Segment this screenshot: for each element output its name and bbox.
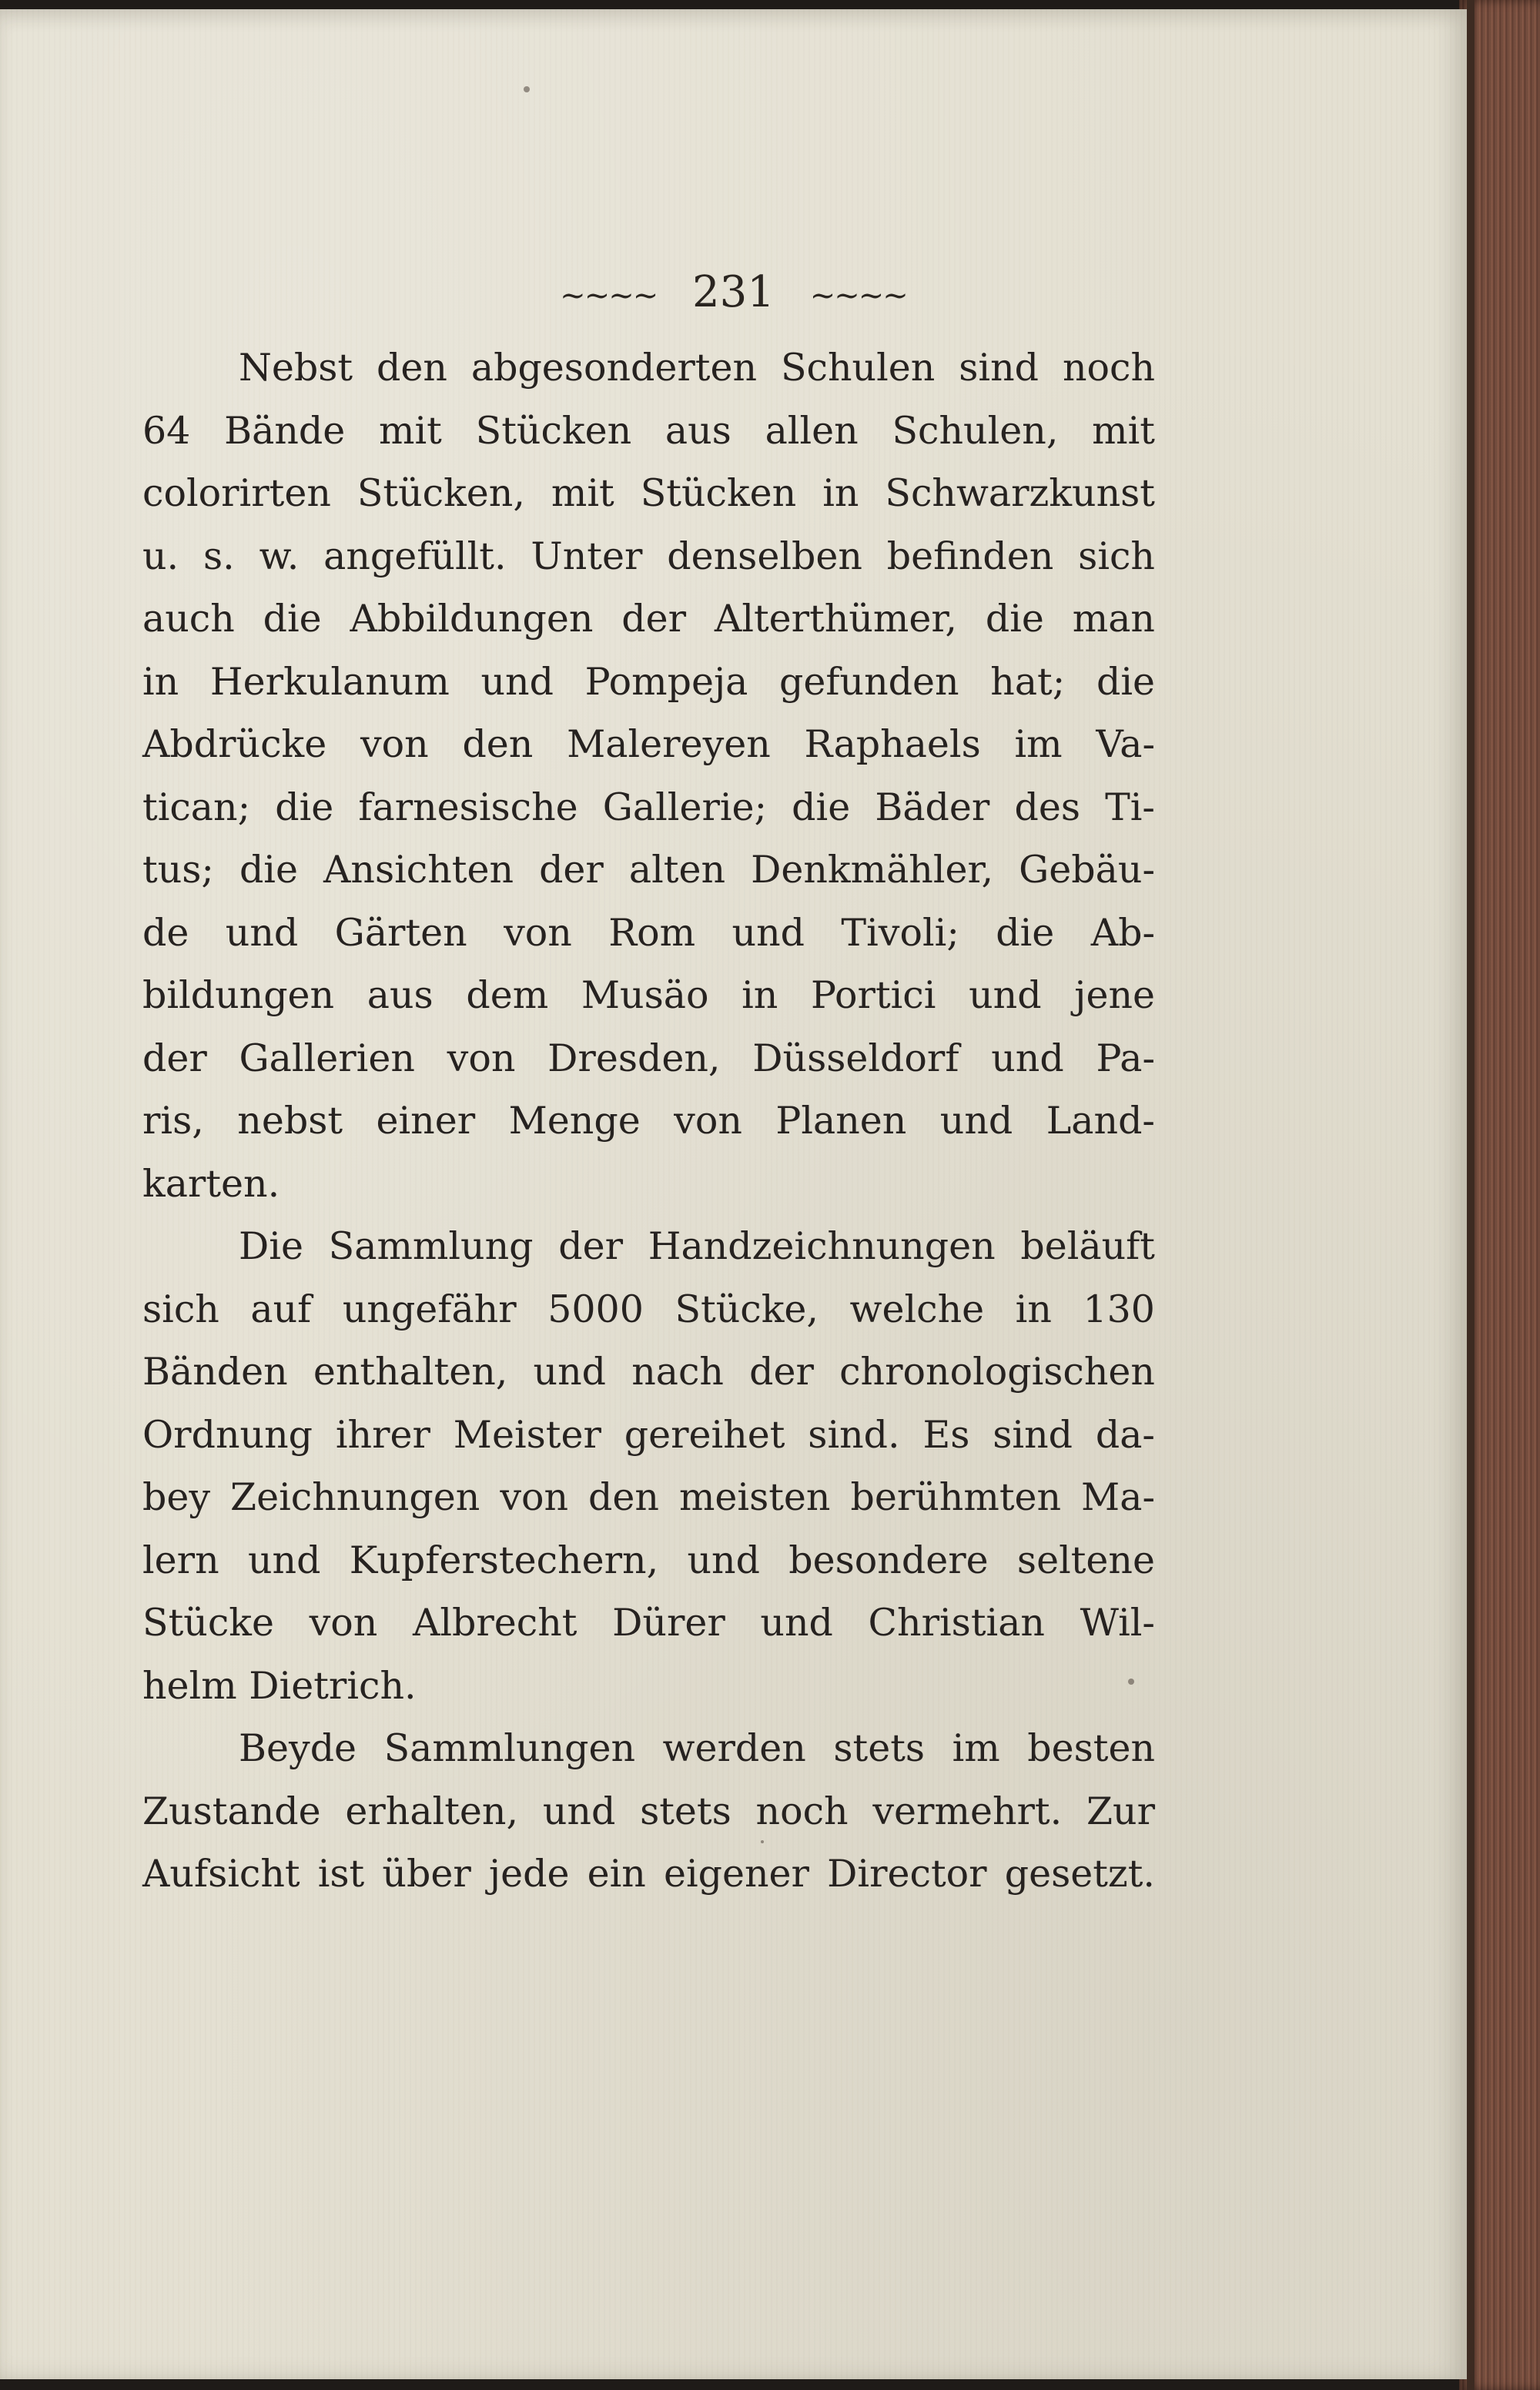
page-sheet [0, 9, 1467, 2379]
text-line: helm Dietrich. [142, 1663, 417, 1708]
text-line: karten. [142, 1161, 280, 1206]
paper-speck [524, 86, 530, 92]
text-line: Die Sammlung der Handzeichnungen beläuft [239, 1224, 1155, 1268]
text-line: bey Zeichnungen von den meisten berühmten Ma- [142, 1475, 1155, 1519]
text-line: Abdrücke von den Malereyen Raphaels im Va- [142, 722, 1155, 766]
body-text [142, 336, 1155, 1906]
text-line: der Gallerien von Dresden, Düsseldorf und Pa- [142, 1036, 1155, 1080]
paragraph-3 [142, 1717, 1155, 1906]
text-line: 64 Bände mit Stücken aus allen Schulen, mit [142, 408, 1155, 453]
text-line: bildungen aus dem Musäo in Portici und jene [142, 973, 1155, 1017]
text-line: Aufsicht ist über jede ein eigener Director gesetzt. [142, 1852, 1155, 1896]
page-number: 231 [692, 267, 775, 317]
text-line: tus; die Ansichten der alten Denkmähler, Gebäu- [142, 848, 1155, 892]
text-line: in Herkulanum und Pompeja gefunden hat; die [142, 659, 1155, 704]
paragraph-2 [142, 1215, 1155, 1717]
running-header [0, 267, 1467, 317]
text-line: ris, nebst einer Menge von Planen und Land- [142, 1099, 1155, 1143]
text-line: Stücke von Albrecht Dürer und Christian Wil- [142, 1601, 1155, 1645]
text-line: lern und Kupferstechern, und besondere seltene [142, 1538, 1155, 1582]
text-line: Beyde Sammlungen werden stets im besten [239, 1726, 1155, 1770]
header-ornament-right: ~~~~ [809, 277, 907, 313]
text-line: u. s. w. angefüllt. Unter denselben befinden sich [142, 534, 1155, 578]
text-line: de und Gärten von Rom und Tivoli; die Ab- [142, 910, 1155, 955]
paragraph-1 [142, 336, 1155, 1215]
text-line: Bänden enthalten, und nach der chronologischen [142, 1350, 1155, 1394]
text-line: Nebst den abgesonderten Schulen sind noch [239, 346, 1155, 390]
text-line: Ordnung ihrer Meister gereihet sind. Es sind da- [142, 1412, 1155, 1457]
text-line: auch die Abbildungen der Alterthümer, die man [142, 597, 1155, 641]
header-ornament-left: ~~~~ [560, 277, 658, 313]
book-edge-shadow [1467, 0, 1475, 2390]
text-line: Zustande erhalten, und stets noch vermehrt. Zur [142, 1789, 1155, 1833]
text-line: sich auf ungefähr 5000 Stücke, welche in 130 [142, 1287, 1155, 1331]
text-line: tican; die farnesische Gallerie; die Bäder des Ti- [142, 785, 1155, 829]
text-line: colorirten Stücken, mit Stücken in Schwarzkunst [142, 471, 1155, 515]
